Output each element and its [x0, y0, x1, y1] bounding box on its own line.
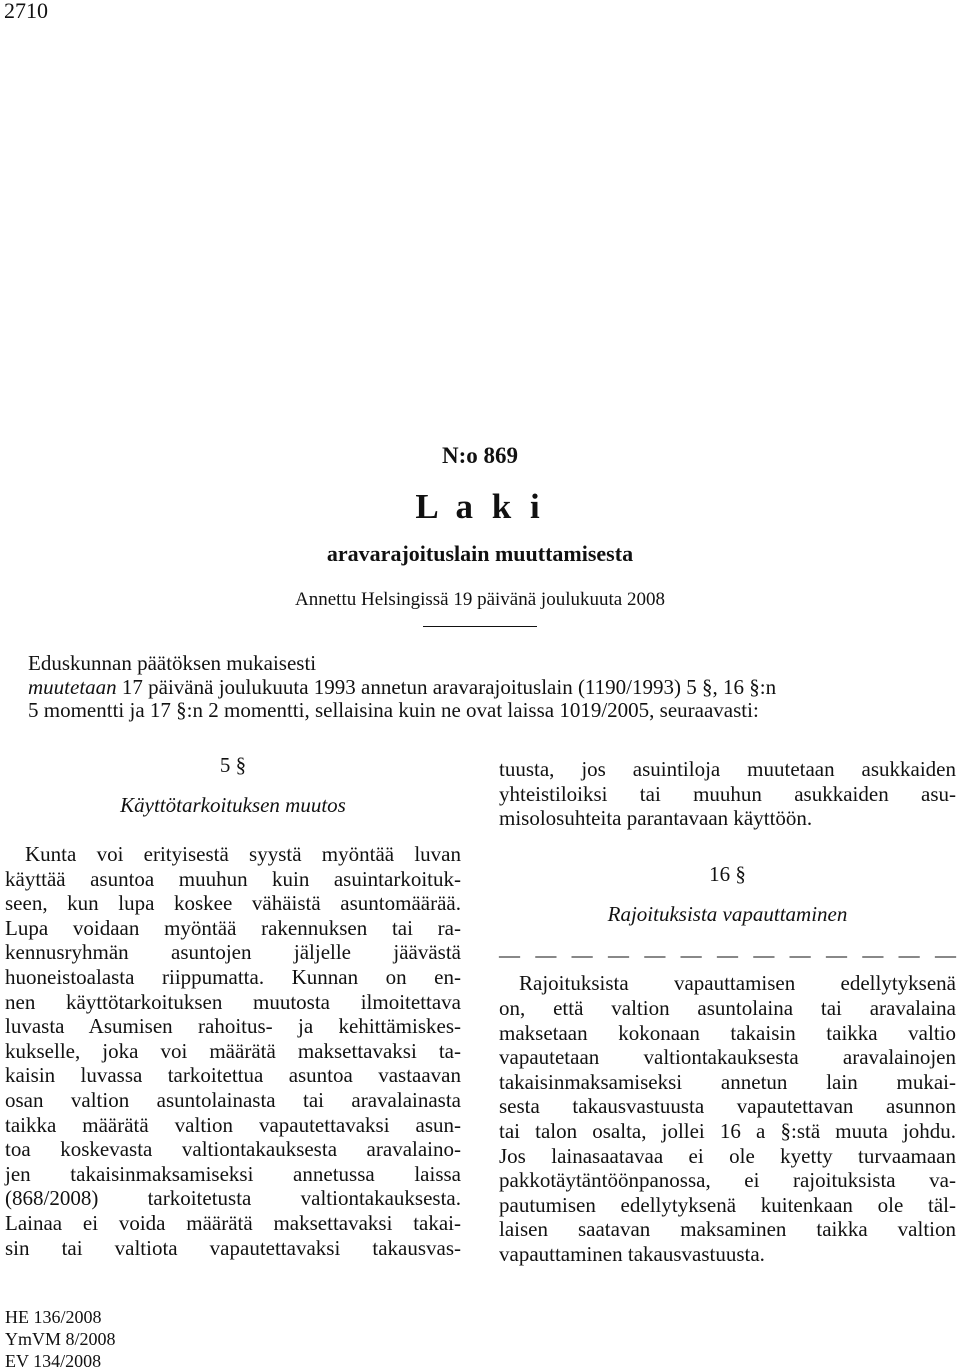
- reference-he: HE 136/2008: [5, 1307, 102, 1327]
- preamble-verb: muutetaan: [28, 674, 117, 699]
- text-line: kaisin luvassa tarkoitettua asuntoa vastaavan: [5, 1063, 461, 1088]
- text-line: jen takaisinmaksamiseksi annetussa laissa: [5, 1161, 461, 1186]
- text-line: Lupa voidaan myöntää rakennuksen tai ra-: [5, 915, 461, 940]
- text-line: on, että valtion asuntolaina tai aravalaina: [499, 995, 956, 1020]
- section-5-title: Käyttötarkoituksen muutos: [120, 793, 346, 817]
- text-line: tuusta, jos asuintiloja muutetaan asukkaiden: [499, 757, 956, 781]
- text-line: vapauttaminen takausvastuusta.: [499, 1241, 765, 1266]
- text-line: luvasta Asumisen rahoitus- ja kehittämiskes-: [5, 1014, 461, 1039]
- text-line: taikka määrätä valtion vapautettavaksi asun-: [5, 1112, 461, 1137]
- text-line: seen, kun lupa koskee vähäistä asuntomäärää.: [5, 891, 461, 916]
- text-line: kennusryhmän asuntojen jäljelle jäävästä: [5, 940, 461, 965]
- omitted-text-dashes: — — — — — — — — — — — — —: [499, 942, 956, 967]
- page-number: 2710: [4, 0, 48, 23]
- law-type-heading: L a k i: [415, 487, 545, 526]
- text-line: maksetaan kokonaan takaisin taikka valtio: [499, 1020, 956, 1045]
- text-line: Lainaa ei voida määrätä maksettavaksi takai-: [5, 1210, 461, 1235]
- section-5-body: [5, 842, 461, 1260]
- text-line: (868/2008) tarkoitetusta valtiontakauksesta.: [5, 1186, 461, 1211]
- text-line: misolosuhteita parantavaan käyttöön.: [499, 806, 813, 831]
- preamble-line: 5 momentti ja 17 §:n 2 momentti, sellaisina kuin ne ovat laissa 1019/2005, seuraavasti:: [28, 698, 759, 722]
- text-line: Rajoituksista vapauttamisen edellytyksenä: [519, 971, 956, 996]
- text-line: toa koskevasta valtiontakauksesta aravalaino-: [5, 1137, 461, 1162]
- text-line: huoneistoalasta riippumatta. Kunnan on en-: [5, 964, 461, 989]
- legislative-references: [5, 1306, 116, 1372]
- section-5-number: 5 §: [219, 753, 247, 777]
- given-date: Annettu Helsingissä 19 päivänä joulukuuta 2008: [295, 589, 665, 610]
- text-line: nen käyttötarkoituksen muutosta ilmoitettava: [5, 989, 461, 1014]
- section-16-number: 16 §: [709, 861, 746, 886]
- text-line: pakkotäytäntöönpanossa, ei rajoituksista va-: [499, 1168, 956, 1193]
- law-number: N:o 869: [441, 443, 519, 468]
- text-line: sesta takausvastuusta vapautettavan asunnon: [499, 1094, 956, 1119]
- text-line: osan valtion asuntolainasta tai aravalainasta: [5, 1087, 461, 1112]
- reference-ymvm: YmVM 8/2008: [5, 1329, 116, 1349]
- preamble-line: [28, 676, 958, 700]
- section-16-title: Rajoituksista vapauttaminen: [607, 901, 848, 926]
- preamble-line: Eduskunnan päätöksen mukaisesti: [28, 651, 317, 675]
- text-line: yhteistiloiksi tai muuhun asukkaiden asu-: [499, 781, 956, 806]
- right-column: [499, 757, 956, 1267]
- text-line: laisen saatavan maksaminen taikka valtion: [499, 1217, 956, 1242]
- text-line: Kunta voi erityisestä syystä myöntää luvan: [25, 842, 461, 866]
- section-16-body: [499, 971, 956, 1266]
- text-line: sin tai valtiota vapautettavaksi takausvas-: [5, 1235, 461, 1260]
- text-line: tai talon osalta, jollei 16 a §:stä muuta johdu.: [499, 1118, 956, 1143]
- header-divider: [423, 626, 537, 627]
- text-line: kukselle, joka voi määrätä maksettavaksi ta-: [5, 1038, 461, 1063]
- text-line: pautumisen edellytyksenä kuitenkaan ole täl-: [499, 1192, 956, 1217]
- section-5-continuation: [499, 757, 956, 831]
- text-line: vapautetaan valtiontakauksesta aravalainojen: [499, 1045, 956, 1070]
- preamble-text: 17 päivänä joulukuuta 1993 annetun aravarajoituslain (1190/1993) 5 §, 16 §:n: [116, 674, 777, 699]
- text-line: takaisinmaksamiseksi annetun lain mukai-: [499, 1069, 956, 1094]
- text-line: käyttää asuntoa muuhun kuin asuintarkoituk-: [5, 866, 461, 891]
- law-title: aravarajoituslain muuttamisesta: [326, 541, 634, 566]
- text-line: Jos lainasaatavaa ei ole kyetty turvaamaan: [499, 1143, 956, 1168]
- left-column: [5, 752, 461, 1260]
- reference-ev: EV 134/2008: [5, 1351, 102, 1371]
- preamble: [28, 652, 958, 723]
